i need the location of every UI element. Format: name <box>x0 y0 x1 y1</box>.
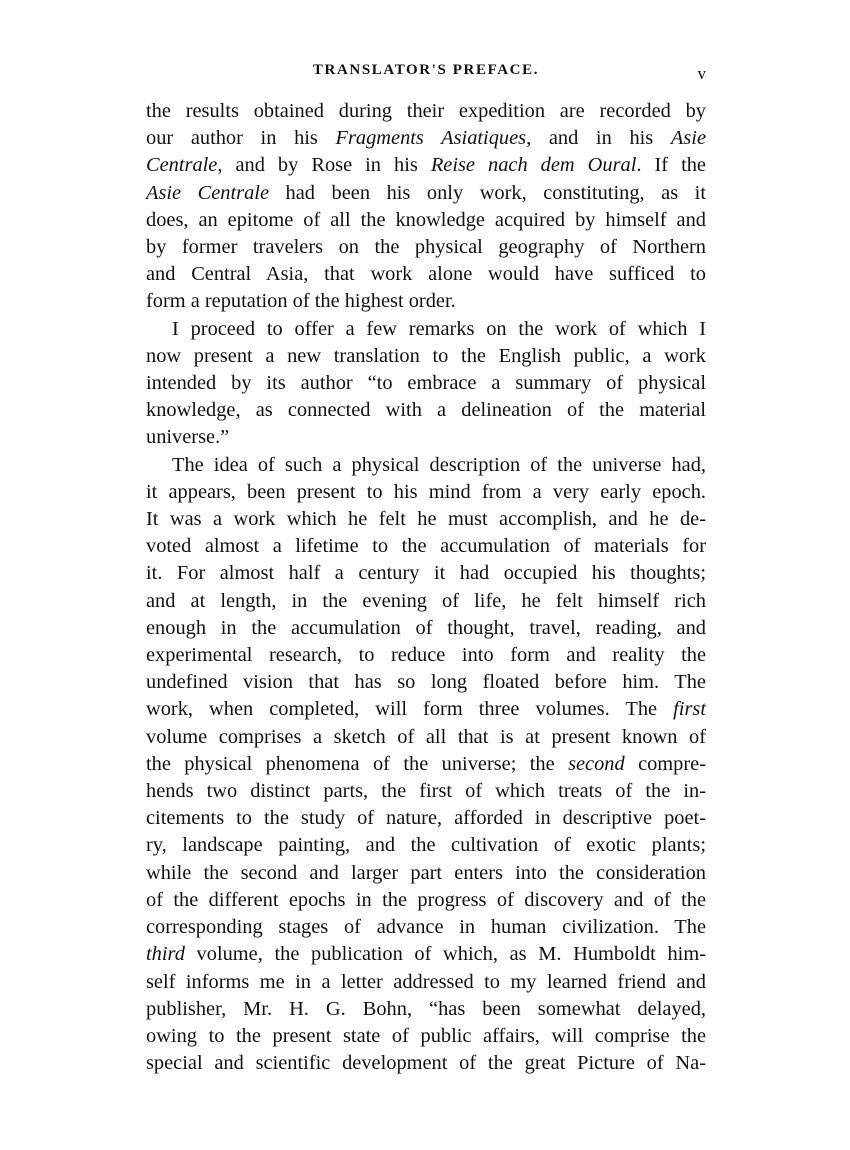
text-line: universe.” <box>146 426 230 449</box>
page-number: v <box>697 64 706 83</box>
text-line: by former travelers on the physical geography of Northern <box>146 236 706 259</box>
text-line: The idea of such a physical description of the universe had, <box>172 453 706 476</box>
text-line: and at length, in the evening of life, he felt himself rich <box>146 589 706 612</box>
text-line: corresponding stages of advance in human civilization. The <box>146 916 706 939</box>
text-line: owing to the present state of public affairs, will comprise the <box>146 1024 706 1047</box>
text-line: now present a new translation to the English public, a work <box>146 344 706 367</box>
text-line: hends two distinct parts, the first of which treats of the in- <box>146 780 706 803</box>
text-line: third volume, the publication of which, as M. Humboldt him- <box>146 943 706 966</box>
paragraph <box>146 316 706 452</box>
text-line: publisher, Mr. H. G. Bohn, “has been somewhat delayed, <box>146 997 706 1020</box>
text-line: the physical phenomena of the universe; the second compre- <box>146 752 706 775</box>
text-line: our author in his Fragments Asiatiques, and in his Asie <box>146 127 706 150</box>
text-line: volume comprises a sketch of all that is at present known of <box>146 725 706 748</box>
text-line: does, an epitome of all the knowledge acquired by himself and <box>146 208 706 231</box>
text-line: the results obtained during their expedition are recorded by <box>146 100 706 122</box>
text-line: and Central Asia, that work alone would have sufficed to <box>146 263 706 286</box>
text-line: special and scientific development of the great Picture of Na- <box>146 1052 706 1075</box>
text-line: I proceed to offer a few remarks on the work of which I <box>172 317 706 340</box>
text-line: intended by its author “to embrace a summary of physical <box>146 372 706 395</box>
paragraph <box>146 98 706 316</box>
text-line: Centrale, and by Rose in his Reise nach dem Oural. If the <box>146 154 706 177</box>
paragraph <box>146 452 706 1078</box>
text-line: It was a work which he felt he must accomplish, and he de- <box>146 508 706 531</box>
text-line: it. For almost half a century it had occupied his thoughts; <box>146 562 706 585</box>
text-line: work, when completed, will form three volumes. The first <box>146 698 706 721</box>
text-line: self informs me in a letter addressed to my learned friend and <box>146 970 706 993</box>
text-line: Asie Centrale had been his only work, constituting, as it <box>146 181 707 204</box>
text-line: undefined vision that has so long floated before him. The <box>146 671 706 694</box>
text-line: voted almost a lifetime to the accumulation of materials for <box>146 535 706 558</box>
text-line: enough in the accumulation of thought, travel, reading, and <box>146 616 706 639</box>
body-text <box>146 98 706 1077</box>
text-line: ry, landscape painting, and the cultivation of exotic plants; <box>146 834 706 857</box>
running-head <box>146 62 706 86</box>
text-line: while the second and larger part enters into the consideration <box>146 861 706 884</box>
text-line: form a reputation of the highest order. <box>146 290 456 313</box>
text-line: knowledge, as connected with a delineation of the material <box>146 399 706 422</box>
text-line: experimental research, to reduce into form and reality the <box>146 644 706 667</box>
text-line: it appears, been present to his mind from a very early epoch. <box>146 480 706 503</box>
running-title: TRANSLATOR'S PREFACE. <box>312 62 540 78</box>
text-line: of the different epochs in the progress of discovery and of the <box>146 888 706 911</box>
text-line: citements to the study of nature, afforded in descriptive poet- <box>146 807 706 830</box>
